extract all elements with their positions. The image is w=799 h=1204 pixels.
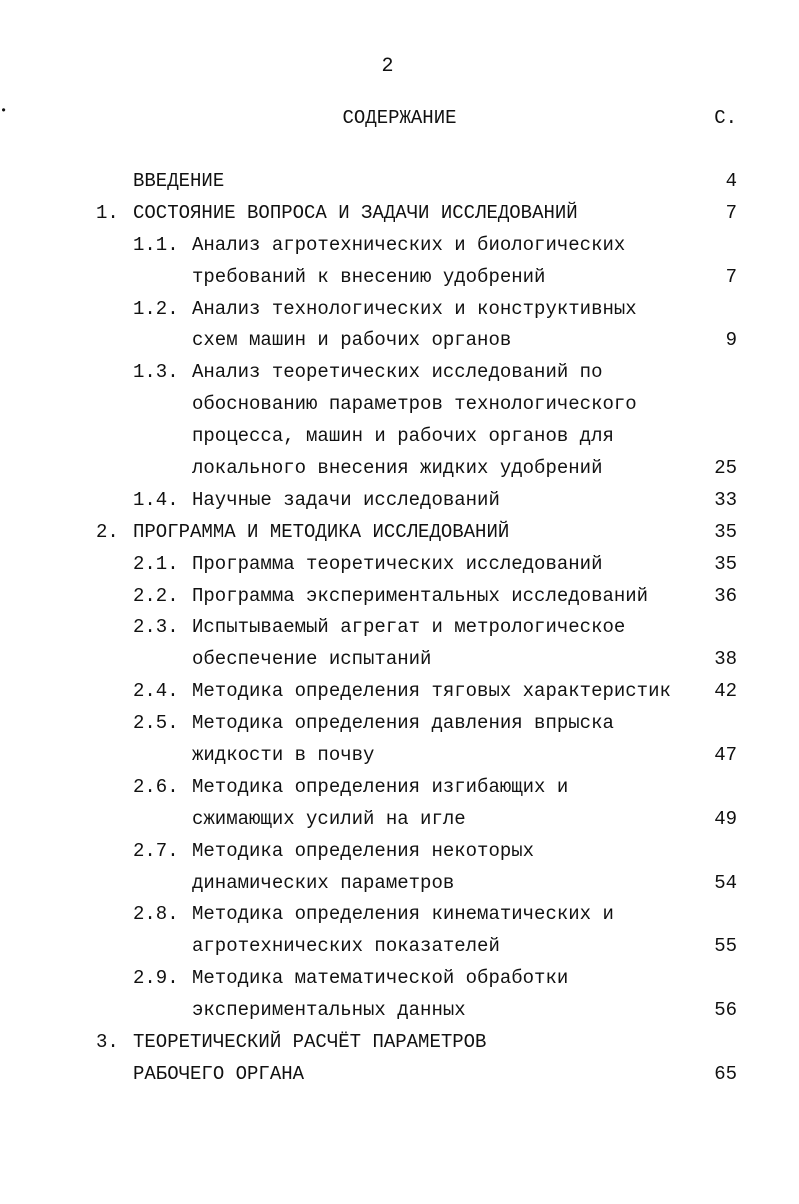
toc-entry-page: 35 xyxy=(714,552,737,575)
toc-entry-line xyxy=(0,1058,799,1090)
toc-entry-title: Программа теоретических исследований xyxy=(192,552,603,575)
toc-entry-page: 25 xyxy=(714,457,737,480)
toc-entry-line xyxy=(0,420,799,452)
toc-entry-page: 7 xyxy=(725,201,737,224)
toc-entry-title: Методика определения давления впрыска xyxy=(192,712,614,735)
toc-entry-page: 4 xyxy=(725,170,737,192)
toc-entry-number: 2.8. xyxy=(133,903,179,926)
toc-entry-line xyxy=(0,197,799,229)
toc-entry-title: экспериментальных данных xyxy=(192,999,466,1022)
toc-entry-number: 2.7. xyxy=(133,839,179,862)
toc-entry-line xyxy=(0,867,799,899)
toc-entry-number: 1.3. xyxy=(133,361,179,384)
toc-entry-line xyxy=(0,707,799,739)
toc-entry-line xyxy=(0,739,799,771)
toc-entry-number: 1.4. xyxy=(133,488,179,511)
toc-entry-title: Методика определения кинематических и xyxy=(192,903,614,926)
edge-mark: • xyxy=(0,104,8,118)
toc-entry-page: 55 xyxy=(714,935,737,958)
toc-entry-line xyxy=(0,452,799,484)
page-number: 2 xyxy=(381,55,394,78)
toc-entry-title: ПРОГРАММА И МЕТОДИКА ИССЛЕДОВАНИЙ xyxy=(133,520,510,543)
toc-entry-title: Анализ агротехнических и биологических xyxy=(192,233,626,256)
toc-entry-page: 7 xyxy=(725,265,737,288)
toc-entry-page: 9 xyxy=(725,329,737,352)
toc-entry-page: 54 xyxy=(714,871,737,894)
toc-entry-line xyxy=(0,835,799,867)
table-of-contents xyxy=(0,165,799,1090)
toc-entry-page: 49 xyxy=(714,807,737,830)
toc-entry-number: 1.2. xyxy=(133,297,179,320)
toc-entry-title: сжимающих усилий на игле xyxy=(192,807,466,830)
toc-entry-line xyxy=(0,643,799,675)
toc-entry-title: Анализ теоретических исследований по xyxy=(192,361,603,384)
toc-entry-line xyxy=(0,388,799,420)
toc-entry-title: Методика определения изгибающих и xyxy=(192,775,569,798)
toc-entry-line xyxy=(0,930,799,962)
toc-entry-page: 65 xyxy=(714,1062,737,1085)
toc-entry-title: обоснованию параметров технологического xyxy=(192,393,637,416)
toc-entry-line xyxy=(0,1026,799,1058)
toc-entry-title: обеспечение испытаний xyxy=(192,648,432,671)
toc-entry-number: 2. xyxy=(96,520,119,543)
toc-entry-title: схем машин и рабочих органов xyxy=(192,329,512,352)
toc-entry-line xyxy=(0,898,799,930)
toc-entry-line xyxy=(0,261,799,293)
toc-entry-title: РАБОЧЕГО ОРГАНА xyxy=(133,1062,305,1085)
toc-entry-line xyxy=(0,994,799,1026)
toc-entry-title: Научные задачи исследований xyxy=(192,488,500,511)
toc-entry-page: 42 xyxy=(714,680,737,703)
toc-entry-title: жидкости в почву xyxy=(192,744,375,767)
toc-entry-line xyxy=(0,611,799,643)
toc-entry-number: 1. xyxy=(96,201,119,224)
toc-entry-line xyxy=(0,548,799,580)
toc-entry-number: 2.4. xyxy=(133,680,179,703)
toc-entry-title: агротехнических показателей xyxy=(192,935,500,958)
toc-entry-line xyxy=(0,165,799,197)
toc-entry-title: Программа экспериментальных исследований xyxy=(192,584,649,607)
toc-entry-line xyxy=(0,803,799,835)
toc-entry-line xyxy=(0,356,799,388)
toc-entry-line xyxy=(0,675,799,707)
toc-entry-line xyxy=(0,293,799,325)
toc-entry-title: ТЕОРЕТИЧЕСКИЙ РАСЧЁТ ПАРАМЕТРОВ xyxy=(133,1031,487,1054)
toc-entry-title: процесса, машин и рабочих органов для xyxy=(192,425,614,448)
toc-entry-page: 56 xyxy=(714,999,737,1022)
toc-entry-title: Методика определения тяговых характеристик xyxy=(192,680,671,703)
toc-entry-page: 35 xyxy=(714,520,737,543)
toc-entry-title: Методика математической обработки xyxy=(192,967,569,990)
toc-entry-number: 2.6. xyxy=(133,775,179,798)
toc-entry-title: Методика определения некоторых xyxy=(192,839,535,862)
toc-entry-title: Анализ технологических и конструктивных xyxy=(192,297,637,320)
toc-entry-line xyxy=(0,771,799,803)
toc-entry-page: 33 xyxy=(714,488,737,511)
toc-entry-number: 3. xyxy=(96,1031,119,1054)
toc-entry-number: 1.1. xyxy=(133,233,179,256)
toc-entry-title: СОСТОЯНИЕ ВОПРОСА И ЗАДАЧИ ИССЛЕДОВАНИЙ xyxy=(133,201,578,224)
toc-entry-title: Испытываемый агрегат и метрологическое xyxy=(192,616,626,639)
page-column-label: С. xyxy=(714,107,737,129)
toc-entry-page: 47 xyxy=(714,744,737,767)
toc-entry-page: 38 xyxy=(714,648,737,671)
toc-entry-title: ВВЕДЕНИЕ xyxy=(133,170,225,192)
toc-entry-number: 2.9. xyxy=(133,967,179,990)
toc-entry-title: требований к внесению удобрений xyxy=(192,265,546,288)
toc-entry-line xyxy=(0,580,799,612)
toc-entry-line xyxy=(0,324,799,356)
toc-entry-line xyxy=(0,484,799,516)
toc-entry-line xyxy=(0,229,799,261)
toc-entry-title: локального внесения жидких удобрений xyxy=(192,457,603,480)
toc-entry-number: 2.1. xyxy=(133,552,179,575)
toc-entry-number: 2.3. xyxy=(133,616,179,639)
toc-entry-page: 36 xyxy=(714,584,737,607)
toc-entry-number: 2.2. xyxy=(133,584,179,607)
toc-title: СОДЕРЖАНИЕ xyxy=(342,107,457,129)
toc-entry-line xyxy=(0,962,799,994)
toc-entry-title: динамических параметров xyxy=(192,871,455,894)
toc-entry-line xyxy=(0,516,799,548)
toc-entry-number: 2.5. xyxy=(133,712,179,735)
